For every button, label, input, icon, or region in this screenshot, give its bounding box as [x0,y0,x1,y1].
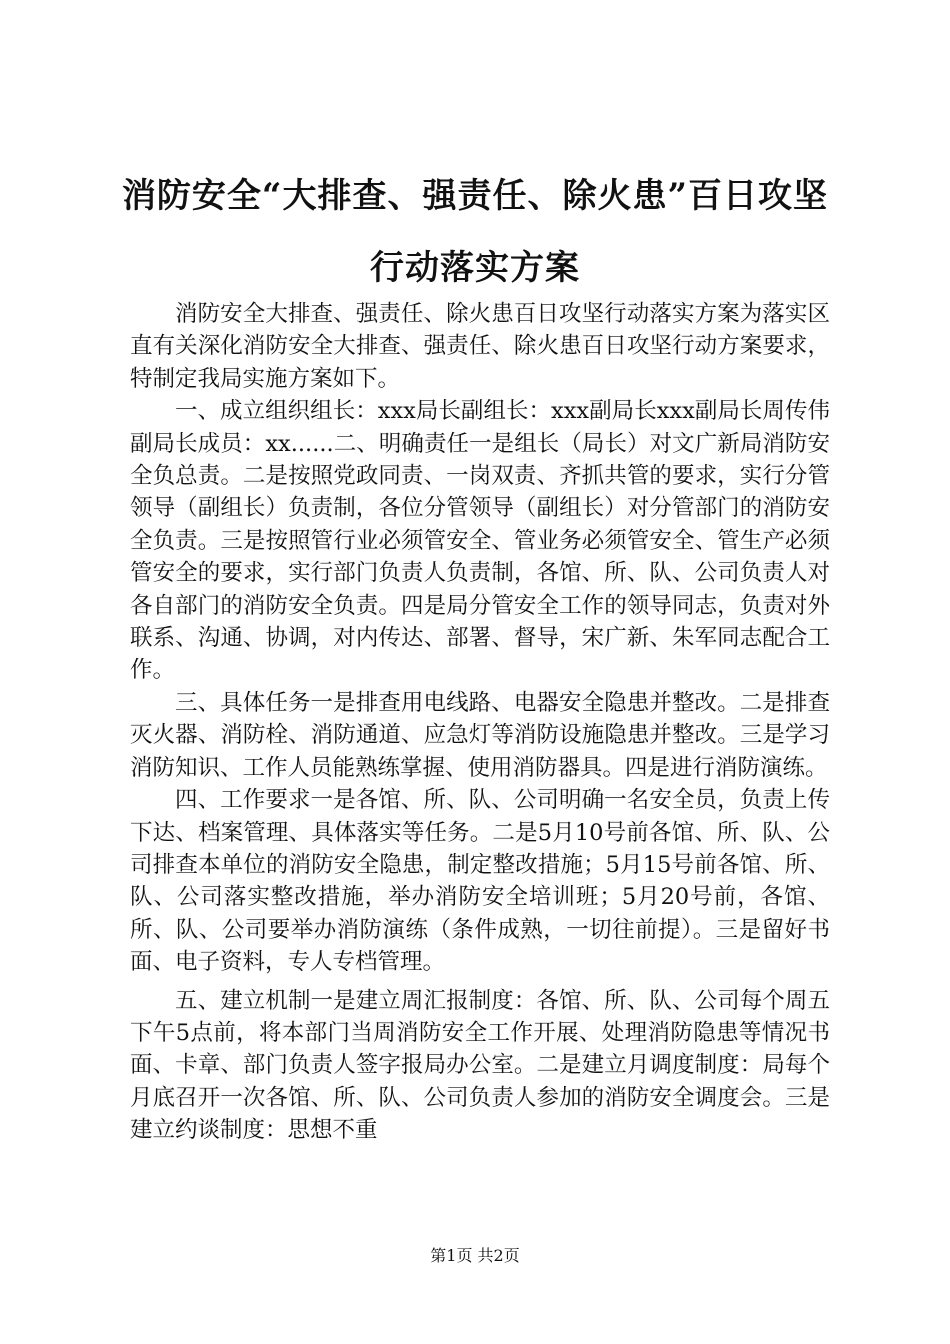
paragraph-tasks: 三、具体任务一是排查用电线路、电器安全隐患并整改。二是排查灭火器、消防栓、消防通道、应急灯等消防设施隐患并整改。三是学习消防知识、工作人员能熟练掌握、使用消防器具。四是进行消防演练。 [130,689,830,781]
paragraph-organization: 一、成立组织组长：xxx局长副组长：xxx副局长xxx副局长周传伟副局长成员：xx......二、明确责任一是组长（局长）对文广新局消防安全负总责。二是按照党政同责、一岗双责、齐抓共管的要求，实行分管领导（副组长）负责制，各位分管领导（副组长）对分管部门的消防安全负责。三是按照管行业必须管安全、管业务必须管安全、管生产必须管安全的要求，实行部门负责人负责制，各馆、所、队、公司负责人对各自部门的消防安全负责。四是局分管安全工作的领导同志，负责对外联系、沟通、协调，对内传达、部署、督导，宋广新、朱军同志配合工作。 [130,398,830,684]
document-title: 消防安全“大排查、强责任、除火患”百日攻坚行动落实方案 [121,176,829,288]
paragraph-mechanism: 五、建立机制一是建立周汇报制度：各馆、所、队、公司每个周五下午5点前，将本部门当周消防安全工作开展、处理消防隐患等情况书面、卡章、部门负责人签字报局办公室。二是建立月调度制度：局每个月底召开一次各馆、所、队、公司负责人参加的消防安全调度会。三是建立约谈制度：思想不重 [130,987,830,1144]
paragraph-intro: 消防安全大排查、强责任、除火患百日攻坚行动落实方案为落实区直有关深化消防安全大排查、强责任、除火患百日攻坚行动方案要求，特制定我局实施方案如下。 [130,301,830,392]
document-body [130,298,830,1147]
page-footer: 第1页 共2页 [430,1246,520,1265]
paragraph-requirements: 四、工作要求一是各馆、所、队、公司明确一名安全员，负责上传下达、档案管理、具体落实等任务。二是5月10号前各馆、所、队、公司排查本单位的消防安全隐患，制定整改措施；5月15号前各馆、所、队、公司落实整改措施，举办消防安全培训班；5月20号前，各馆、所、队、公司要举办消防演练（条件成熟，一切往前提）。三是留好书面、电子资料，专人专档管理。 [130,787,830,976]
